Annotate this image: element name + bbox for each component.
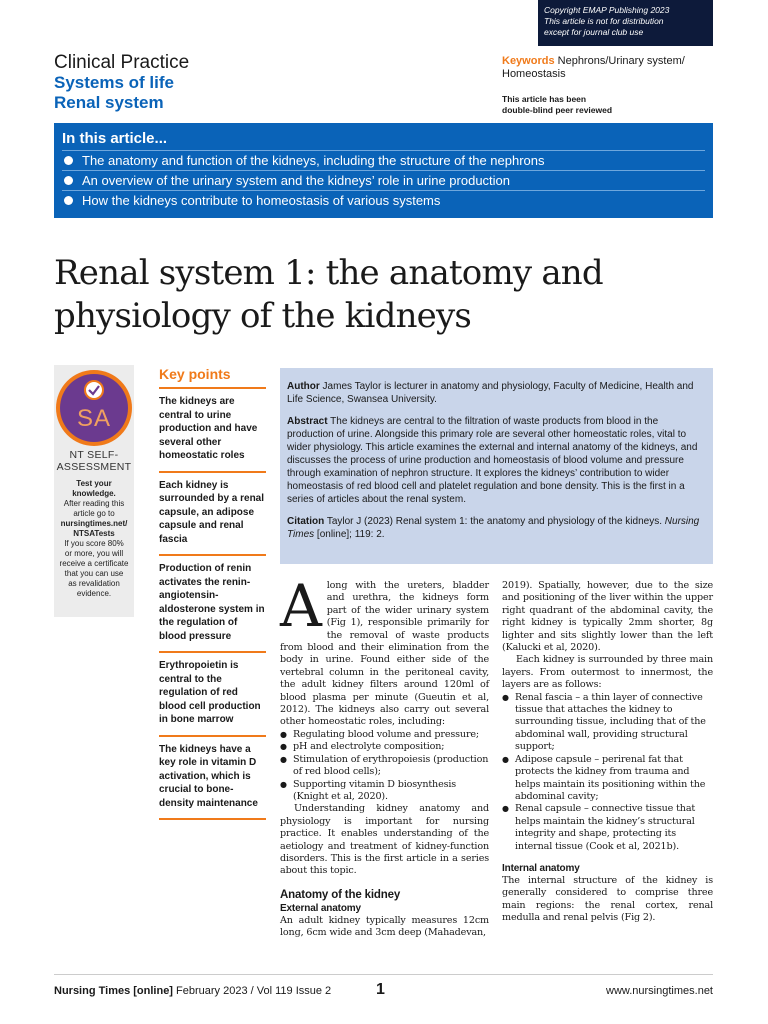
article-body-column-2 xyxy=(502,580,713,925)
in-this-article-item xyxy=(62,150,705,170)
copyright-notice xyxy=(538,0,713,46)
citation-rest: [online]; 119: 2. xyxy=(314,529,385,540)
bullet-icon xyxy=(64,156,73,165)
sa-line: evidence. xyxy=(76,589,112,598)
list-item: ● Adipose capsule – perirenal fat that protects the kidney from trauma and helps maintain its positioning within the abdominal cavity; xyxy=(502,754,713,804)
footer-issue: February 2023 / Vol 119 Issue 2 xyxy=(172,985,332,997)
list-item: ● Regulating blood volume and pressure; xyxy=(280,729,489,741)
in-this-article-item xyxy=(62,190,705,210)
section-topic: Renal system xyxy=(54,93,164,112)
in-this-article-text: The anatomy and function of the kidneys, including the structure of the nephrons xyxy=(82,153,545,168)
footer-journal-name: Nursing Times [online] xyxy=(54,985,173,997)
section-category: Clinical Practice xyxy=(54,52,190,73)
citation-journal: Nursing Times xyxy=(287,516,700,540)
external-anatomy-paragraph: An adult kidney typically measures 12cm long, 6cm wide and 3cm deep (Mahadevan, xyxy=(280,914,489,939)
citation-text: Taylor J (2023) Renal system 1: the anatomy and physiology of the kidneys. xyxy=(324,516,662,527)
article-title-line: physiology of the kidneys xyxy=(54,296,472,336)
intro-text: long with the ureters, bladder and urethra, the kidneys form part of the wider urinary system (Fig 1), responsible primarily for the removal of waste products from blood and their elimination from the body in urine. Found either side of the vertebral column in the peritoneal cavity, the adult kidney filters around 120ml of blood plasma per minute (Gueutin et al, 2012). The kidneys also carry out several other homeostatic roles, including: xyxy=(280,580,489,728)
self-assessment-text xyxy=(57,479,131,599)
sa-line: After reading this xyxy=(63,499,125,508)
peer-review-line: This article has been xyxy=(502,94,587,104)
sa-line: that you can use xyxy=(64,569,124,578)
sa-bold-line: Test your xyxy=(76,479,112,488)
bullet-icon xyxy=(64,196,73,205)
key-point-item: The kidneys have a key role in vitamin D activation, which is crucial to bone-density maintenance xyxy=(159,737,266,821)
kidney-layers-list xyxy=(502,692,713,853)
list-item: ● pH and electrolyte composition; xyxy=(280,741,489,753)
self-assessment-label-line: NT SELF- xyxy=(69,449,119,461)
continued-paragraph: 2019). Spatially, however, due to the size and positioning of the liver within the upper right quadrant of the abdominal cavity, the right kidney is typically 2mm shorter, 8g lighter and sits slightly lower than the left (Kalucki et al, 2020). xyxy=(502,580,713,654)
understanding-paragraph: Understanding kidney anatomy and physiology is important for nursing practice. It enables understanding of the aetiology and treatment of kidney-function disorders. This is the first article in a series about this topic. xyxy=(280,803,489,877)
in-this-article-text: How the kidneys contribute to homeostasis of various systems xyxy=(82,193,441,208)
homeostatic-roles-list xyxy=(280,729,489,803)
sa-bold-line: knowledge. xyxy=(72,489,116,498)
copyright-line: except for journal club use xyxy=(544,27,644,37)
keywords-label: Keywords xyxy=(502,55,555,67)
bullet-icon xyxy=(64,176,73,185)
article-title xyxy=(54,252,694,338)
in-this-article-item xyxy=(62,170,705,190)
section-header xyxy=(54,52,354,113)
list-item: ● Supporting vitamin D biosynthesis (Knight et al, 2020). xyxy=(280,779,489,804)
self-assessment-badge-inner xyxy=(60,374,128,442)
key-points xyxy=(159,365,266,820)
list-item: ● Renal fascia – a thin layer of connective tissue that attaches the kidney to surrounding tissue, including that of the abdominal wall, providing structural support; xyxy=(502,692,713,754)
copyright-line: This article is not for distribution xyxy=(544,16,664,26)
page-number: 1 xyxy=(376,981,385,998)
intro-paragraph xyxy=(280,572,489,729)
key-point-item: The kidneys are central to urine production and have several other homeostatic roles xyxy=(159,389,266,473)
sa-line: receive a certificate xyxy=(59,559,129,568)
article-title-line: Renal system 1: the anatomy and xyxy=(54,253,603,293)
list-item: ● Renal capsule – connective tissue that helps maintain the kidney’s structural integrity and shape, protecting its internal tissue (Cook et al, 2021b). xyxy=(502,803,713,853)
self-assessment-label xyxy=(54,449,134,473)
citation xyxy=(287,515,706,541)
abstract xyxy=(287,415,706,506)
article-body-column-1 xyxy=(280,572,489,940)
abstract-text: The kidneys are central to the filtration of waste products from blood in the production of urine. Alongside this primary role are several other homeostatic roles, vital to wider physiology. This article examines the external and internal anatomy of the kidneys, and discusses the process of urine production and homeostasis of blood volume and pressure through examination of nephron structure. It explores the kidneys’ contribution to wider homeostasis of red blood cell and platelet regulation and bone density. This is the first in a series of articles about the renal system. xyxy=(287,416,698,505)
checkmark-icon xyxy=(84,380,104,400)
sa-line: or more, you will xyxy=(64,549,124,558)
layers-intro-paragraph: Each kidney is surrounded by three main layers. From outermost to innermost, the layers are as follows: xyxy=(502,654,713,691)
keywords-text: Nephrons/Urinary system/ Homeostasis xyxy=(502,55,685,80)
author-info xyxy=(287,380,706,406)
sa-link[interactable]: nursingtimes.net/ xyxy=(60,519,128,528)
peer-review-line: double-blind peer reviewed xyxy=(502,105,613,115)
sa-line: article go to xyxy=(73,509,115,518)
in-this-article-heading: In this article... xyxy=(62,130,168,147)
sa-line: as revalidation xyxy=(68,579,120,588)
author-label: Author xyxy=(287,381,320,392)
copyright-line: Copyright EMAP Publishing 2023 xyxy=(544,5,670,15)
self-assessment-badge-icon xyxy=(56,370,132,446)
peer-review-note xyxy=(502,94,717,116)
author-text: James Taylor is lecturer in anatomy and physiology, Faculty of Medicine, Health and Life Science, Swansea University. xyxy=(287,381,694,405)
citation-label: Citation xyxy=(287,516,325,527)
sa-link[interactable]: NTSATests xyxy=(73,529,115,538)
self-assessment-panel xyxy=(54,365,134,617)
heading-anatomy: Anatomy of the kidney xyxy=(280,888,401,901)
key-point-item: Each kidney is surrounded by a renal capsule, an adipose capsule and renal fascia xyxy=(159,473,266,557)
in-this-article-text: An overview of the urinary system and the kidneys’ role in urine production xyxy=(82,173,511,188)
heading-external-anatomy: External anatomy xyxy=(280,902,361,914)
heading-internal-anatomy: Internal anatomy xyxy=(502,862,580,874)
in-this-article-box xyxy=(54,123,713,218)
internal-anatomy-paragraph: The internal structure of the kidney is generally considered to comprise three main regions: the renal cortex, renal medulla and renal pelvis (Fig 2). xyxy=(502,874,713,924)
keywords xyxy=(502,55,717,81)
key-point-item: Erythropoietin is central to the regulation of red blood cell production in bone marrow xyxy=(159,653,266,737)
self-assessment-badge-text: SA xyxy=(76,405,111,432)
sa-line: If you score 80% xyxy=(64,539,124,548)
abstract-box xyxy=(280,368,713,564)
self-assessment-label-line: ASSESSMENT xyxy=(56,461,132,473)
key-points-heading: Key points xyxy=(159,365,266,389)
footer-journal xyxy=(54,985,331,997)
key-point-item: Production of renin activates the renin-angiotensin-aldosterone system in the regulation of blood pressure xyxy=(159,556,266,653)
abstract-label: Abstract xyxy=(287,416,328,427)
list-item: ● Stimulation of erythropoiesis (production of red blood cells); xyxy=(280,754,489,779)
section-series: Systems of life xyxy=(54,73,174,92)
page-footer xyxy=(54,974,713,1004)
drop-cap: A xyxy=(280,572,322,640)
footer-website-link[interactable]: www.nursingtimes.net xyxy=(606,985,713,997)
